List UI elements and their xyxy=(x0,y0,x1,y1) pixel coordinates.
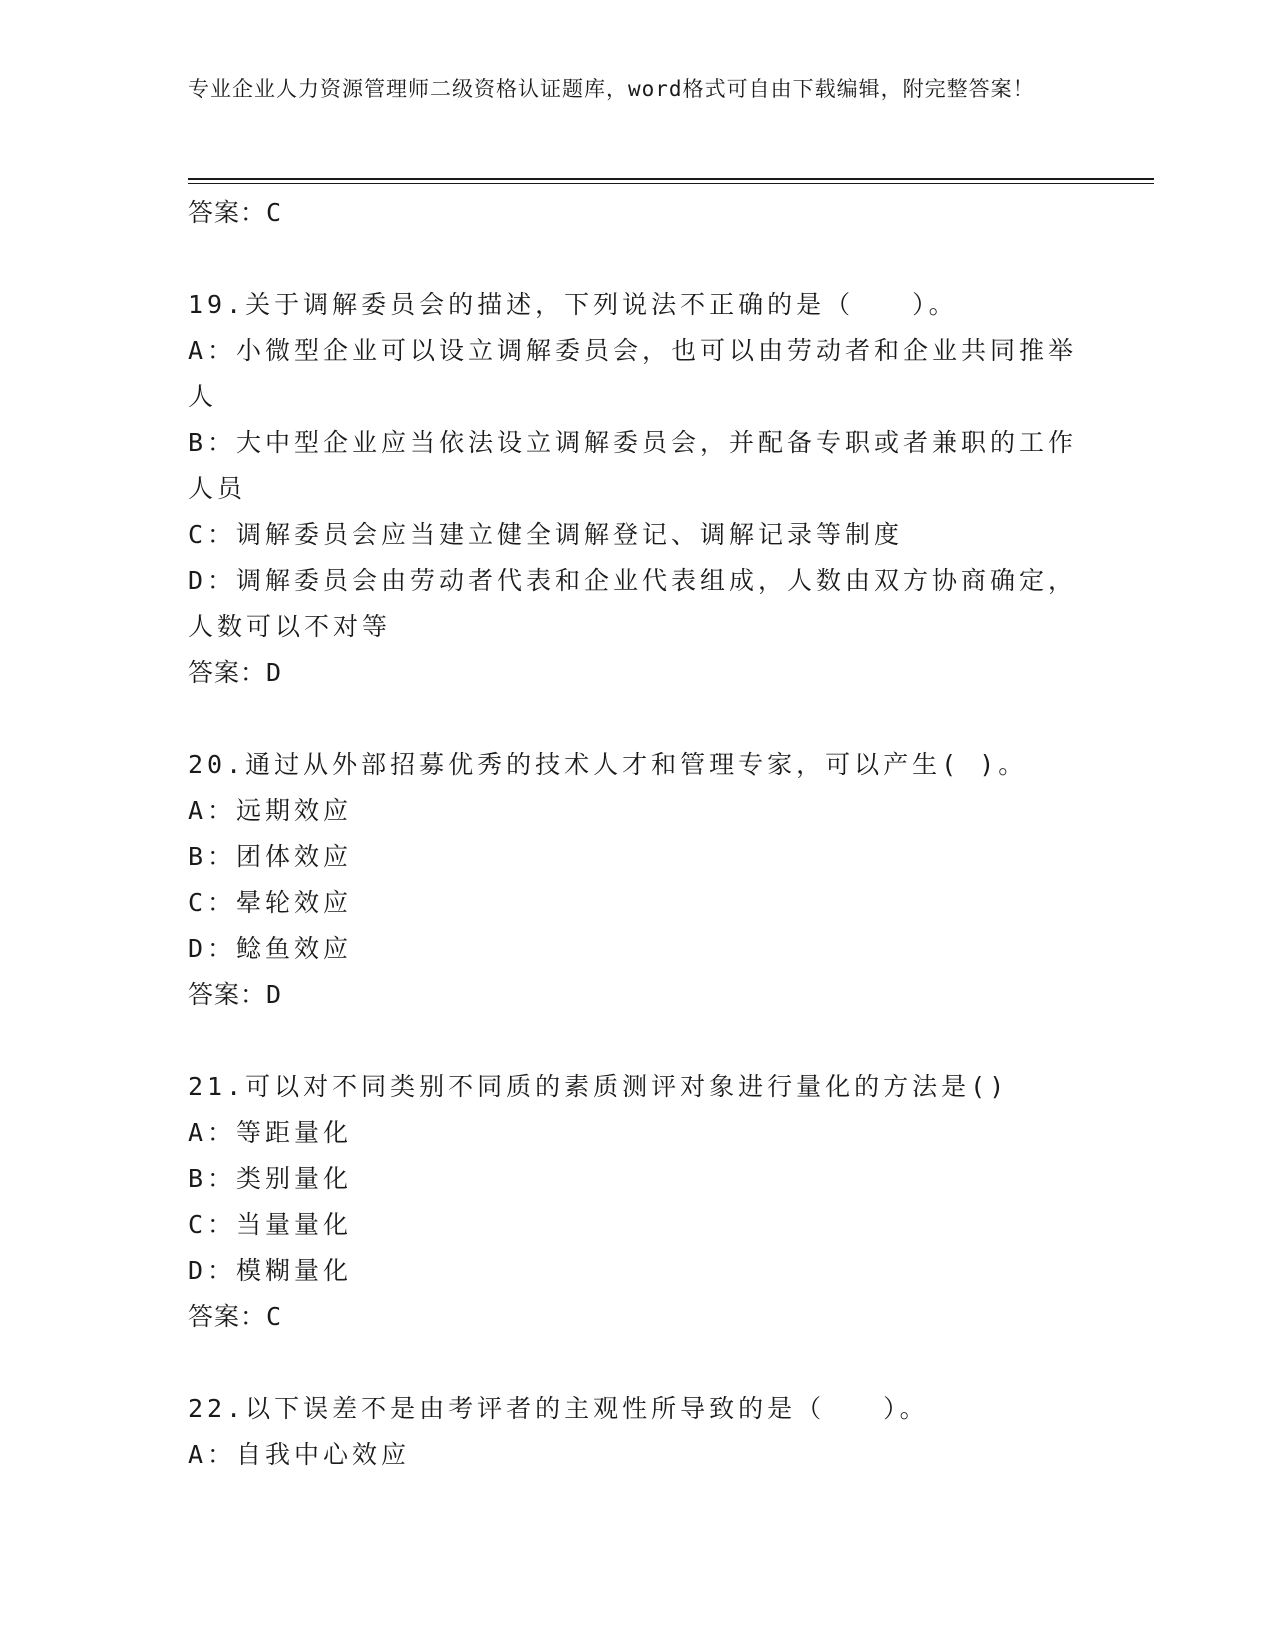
header-divider-thin xyxy=(188,183,1154,184)
page-header: 专业企业人力资源管理师二级资格认证题库，word格式可自由下载编辑，附完整答案！ xyxy=(188,77,1035,101)
option-d: D：调解委员会由劳动者代表和企业代表组成，人数由双方协商确定，人数可以不对等 xyxy=(188,566,1078,641)
answer-value: C xyxy=(266,1302,283,1331)
option-a: A：等距量化 xyxy=(188,1118,353,1147)
question-stem: 19.关于调解委员会的描述，下列说法不正确的是（ ）。 xyxy=(188,290,958,319)
question-stem: 21.可以对不同类别不同质的素质测评对象进行量化的方法是() xyxy=(188,1072,1009,1101)
question-20 xyxy=(188,742,1088,1018)
answer-line xyxy=(188,190,1088,236)
question-stem: 22.以下误差不是由考评者的主观性所导致的是（ ）。 xyxy=(188,1394,929,1423)
option-c: C：调解委员会应当建立健全调解登记、调解记录等制度 xyxy=(188,520,904,549)
option-d: D：模糊量化 xyxy=(188,1256,353,1285)
option-d: D：鲶鱼效应 xyxy=(188,934,353,963)
answer-label: 答案： xyxy=(188,980,267,1009)
option-c: C：晕轮效应 xyxy=(188,888,353,917)
option-b: B：团体效应 xyxy=(188,842,353,871)
option-b: B：大中型企业应当依法设立调解委员会，并配备专职或者兼职的工作人员 xyxy=(188,428,1078,503)
question-19 xyxy=(188,282,1088,696)
question-stem: 20.通过从外部招募优秀的技术人才和管理专家，可以产生( )。 xyxy=(188,750,1028,779)
header-divider xyxy=(188,178,1154,180)
option-a: A：自我中心效应 xyxy=(188,1440,411,1469)
option-a: A：远期效应 xyxy=(188,796,353,825)
option-c: C：当量量化 xyxy=(188,1210,353,1239)
answer-label: 答案： xyxy=(188,1302,267,1331)
answer-value: C xyxy=(266,198,283,227)
option-a: A：小微型企业可以设立调解委员会，也可以由劳动者和企业共同推举人 xyxy=(188,336,1078,411)
answer-line xyxy=(188,972,1088,1018)
answer-line xyxy=(188,650,1088,696)
answer-value: D xyxy=(266,658,283,687)
answer-label: 答案： xyxy=(188,658,267,687)
option-b: B：类别量化 xyxy=(188,1164,353,1193)
answer-line xyxy=(188,1294,1088,1340)
question-22 xyxy=(188,1386,1088,1478)
answer-label: 答案： xyxy=(188,198,267,227)
question-21 xyxy=(188,1064,1088,1340)
question-list xyxy=(188,190,1088,1478)
answer-value: D xyxy=(266,980,283,1009)
